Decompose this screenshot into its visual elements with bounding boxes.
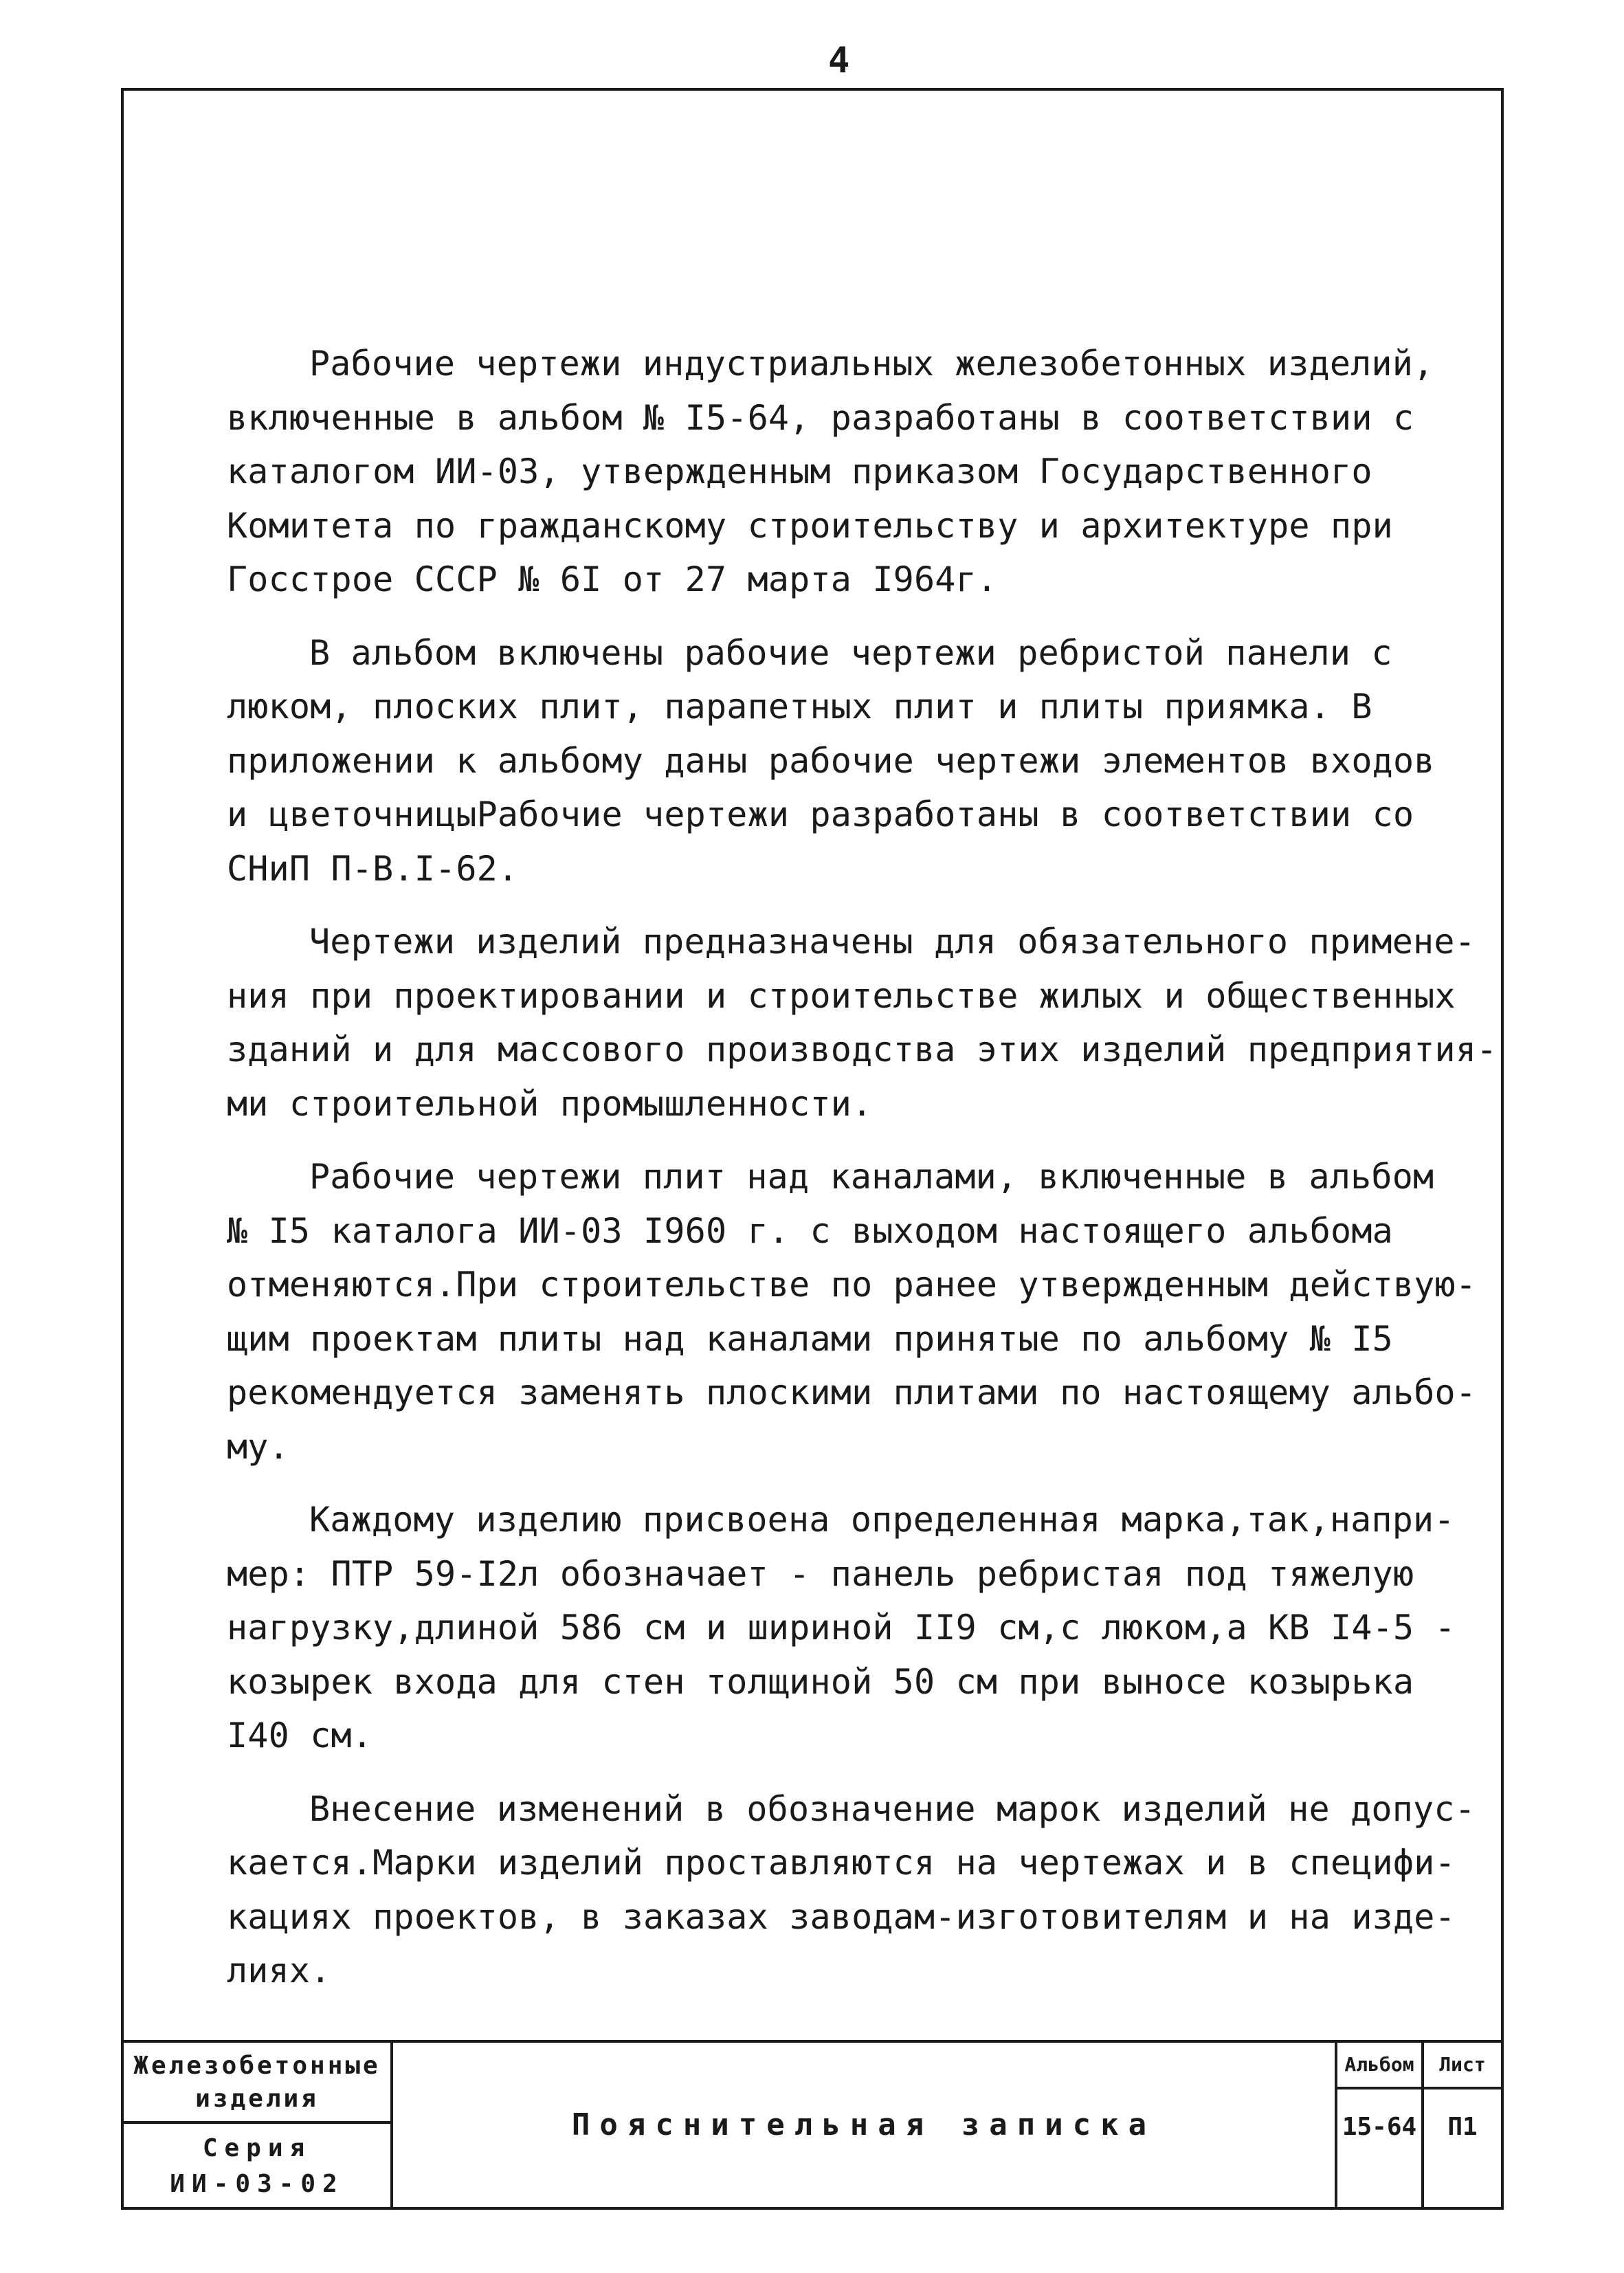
paragraph bbox=[227, 1150, 1519, 1474]
series-label: Серия bbox=[202, 2134, 312, 2162]
text-line: кается.Марки изделий проставляются на чертежах и в специфи- bbox=[227, 1843, 1456, 1883]
text-line: и цветочницыРабочие чертежи разработаны в соответствии со bbox=[227, 795, 1414, 834]
text-line: ния при проектировании и строительстве жилых и общественных bbox=[227, 975, 1456, 1016]
text-line: Рабочие чертежи индустриальных железобетонных изделий, bbox=[309, 344, 1434, 384]
text-line: СНиП П-В.I-62. bbox=[227, 848, 519, 889]
paragraph bbox=[227, 915, 1519, 1131]
text-line: лиях. bbox=[227, 1951, 331, 1991]
sheet-label: Лист bbox=[1424, 2043, 1501, 2089]
text-line: люком, плоских плит, парапетных плит и плиты приямка. В bbox=[227, 687, 1372, 727]
album-label: Альбом bbox=[1337, 2043, 1421, 2089]
text-line: приложении к альбому даны рабочие чертежи элементов входов bbox=[227, 740, 1435, 781]
album-cell bbox=[1335, 2043, 1424, 2207]
product-category bbox=[124, 2043, 390, 2124]
sheet-cell bbox=[1424, 2043, 1501, 2207]
text-line: щим проектам плиты над каналами принятые по альбому № I5 bbox=[227, 1318, 1393, 1359]
text-line: зданий и для массового производства этих изделий предприятия- bbox=[227, 1030, 1498, 1069]
text-line: В альбом включены рабочие чертежи ребристой панели с bbox=[309, 632, 1392, 673]
album-value: 15-64 bbox=[1342, 2113, 1417, 2141]
paragraph bbox=[227, 337, 1519, 607]
text-line: му. bbox=[227, 1426, 289, 1467]
text-line: Внесение изменений в обозначение марок изделий не допус- bbox=[309, 1788, 1476, 1829]
text-line: отменяются.При строительстве по ранее утвержденным действую- bbox=[227, 1265, 1477, 1305]
title-block-left bbox=[124, 2043, 393, 2207]
product-category-line2: изделия bbox=[195, 2085, 319, 2113]
text-line: № I5 каталога ИИ-03 I960 г. с выходом настоящего альбома bbox=[227, 1210, 1393, 1251]
text-line: включенные в альбом № I5-64, разработаны в соответствии с bbox=[227, 397, 1414, 438]
paragraph bbox=[227, 626, 1519, 896]
paragraph bbox=[227, 1493, 1519, 1763]
text-line: ми строительной промышленности. bbox=[227, 1083, 873, 1124]
text-line: каталогом ИИ-03, утвержденным приказом Государственного bbox=[227, 452, 1372, 491]
sheet-value: П1 bbox=[1447, 2113, 1478, 2141]
text-line: рекомендуется заменять плоскими плитами по настоящему альбо- bbox=[227, 1373, 1477, 1412]
paragraph bbox=[227, 1782, 1519, 1998]
text-line: мер: ПТР 59-I2л обозначает - панель ребристая под тяжелую bbox=[227, 1553, 1414, 1594]
series-value: ИИ-03-02 bbox=[170, 2170, 344, 2198]
product-category-line1: Железобетонные bbox=[133, 2052, 381, 2080]
page-number: 4 bbox=[828, 40, 850, 81]
document-title: Пояснительная записка bbox=[571, 2107, 1157, 2142]
text-line: Госстрое СССР № 6I от 27 марта I964г. bbox=[227, 559, 998, 599]
text-line: Каждому изделию присвоена определенная марка,так,напри- bbox=[309, 1500, 1455, 1540]
series-cell bbox=[124, 2124, 390, 2214]
text-line: Чертежи изделий предназначены для обязательного примене- bbox=[309, 922, 1476, 962]
text-line: козырек входа для стен толщиной 50 см при выносе козырька bbox=[227, 1661, 1414, 1702]
title-block bbox=[124, 2040, 1501, 2207]
text-line: нагрузку,длиной 586 см и шириной II9 см,с люком,а КВ I4-5 - bbox=[227, 1608, 1456, 1648]
text-line: Комитета по гражданскому строительству и архитектуре при bbox=[227, 505, 1393, 546]
text-line: Рабочие чертежи плит над каналами, включенные в альбом bbox=[309, 1157, 1434, 1197]
text-line: кациях проектов, в заказах заводам-изготовителям и на изде- bbox=[227, 1896, 1456, 1937]
text-line: I40 см. bbox=[227, 1716, 373, 1755]
explanatory-note-body bbox=[227, 337, 1519, 2017]
